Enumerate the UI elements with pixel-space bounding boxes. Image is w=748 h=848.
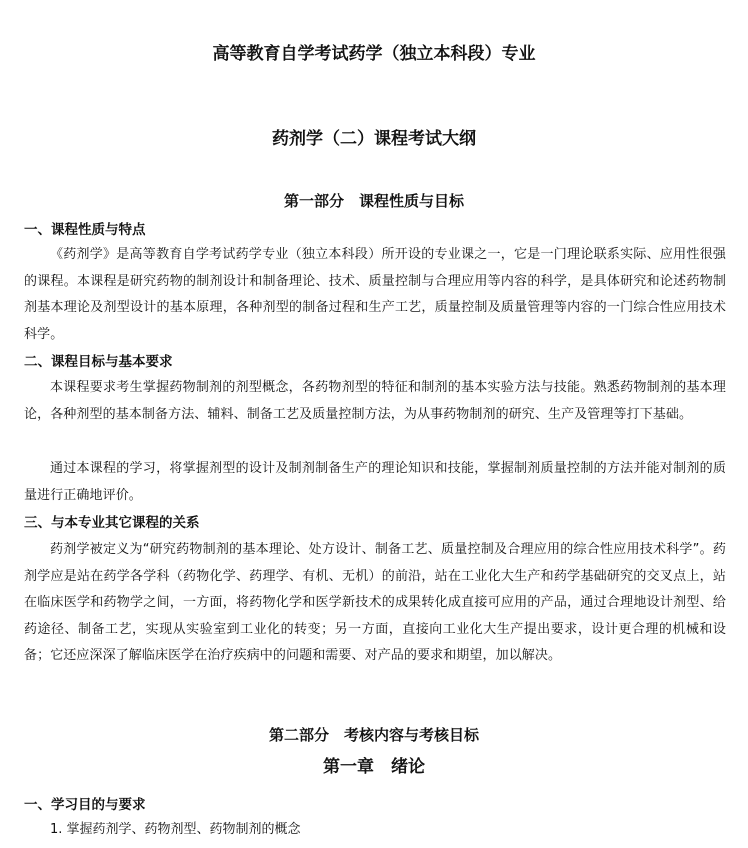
- section-heading-3: 三、与本专业其它课程的关系: [24, 515, 200, 531]
- part1-title: 第一部分 课程性质与目标: [283, 192, 464, 210]
- section-heading-2: 二、课程目标与基本要求: [24, 354, 173, 370]
- paragraph-4: 药剂学被定义为“研究药物制剂的基本理论、处方设计、制备工艺、质量控制及合理应用的综合性应用技术科学”。药剂学应是站在药学各学科（药物化学、药理学、有机、无机）的前沿，站在工业化大生产和药学基础研究的交叉点上，站在临床医学和药物学之间，一方面，将药物化学和医学新技术的成果转化成直接可应用的产品，通过合理地设计剂型、给药途径、制备工艺，实现从实验室到工业化的转变；另一方面，直接向工业化大生产提出要求，设计更合理的机械和设备；它还应深深了解临床医学在治疗疾病中的问题和需要、对产品的要求和期望，加以解决。: [24, 542, 726, 663]
- section-heading-1: 一、课程性质与特点: [24, 222, 146, 238]
- part2-title: 第二部分 考核内容与考核目标: [268, 726, 479, 744]
- document-subtitle: 药剂学（二）课程考试大纲: [272, 129, 476, 149]
- section-heading-4: 一、学习目的与要求: [24, 797, 146, 813]
- paragraph-3: 通过本课程的学习，将掌握剂型的设计及制剂制备生产的理论知识和技能，掌握制剂质量控制的方法并能对制剂的质量进行正确地评价。: [24, 461, 726, 503]
- paragraph-2: 本课程要求考生掌握药物制剂的剂型概念，各药物剂型的特征和制剂的基本实验方法与技能。熟悉药物制剂的基本理论，各种剂型的基本制备方法、辅料、制备工艺及质量控制方法，为从事药物制剂的研究、生产及管理等打下基础。: [24, 380, 726, 422]
- document-title: 高等教育自学考试药学（独立本科段）专业: [212, 44, 536, 64]
- paragraph-1: 《药剂学》是高等教育自学考试药学专业（独立本科段）所开设的专业课之一，它是一门理论联系实际、应用性很强的课程。本课程是研究药物的制剂设计和制备理论、技术、质量控制与合理应用等内容的科学，是具体研究和论述药物制剂基本理论及剂型设计的基本原理，各种剂型的制备过程和生产工艺，质量控制及质量管理等内容的一门综合性应用技术科学。: [24, 247, 726, 342]
- chapter-title: 第一章 绪论: [323, 757, 425, 777]
- list-item: 1. 掌握药剂学、药物剂型、药物制剂的概念: [50, 822, 301, 837]
